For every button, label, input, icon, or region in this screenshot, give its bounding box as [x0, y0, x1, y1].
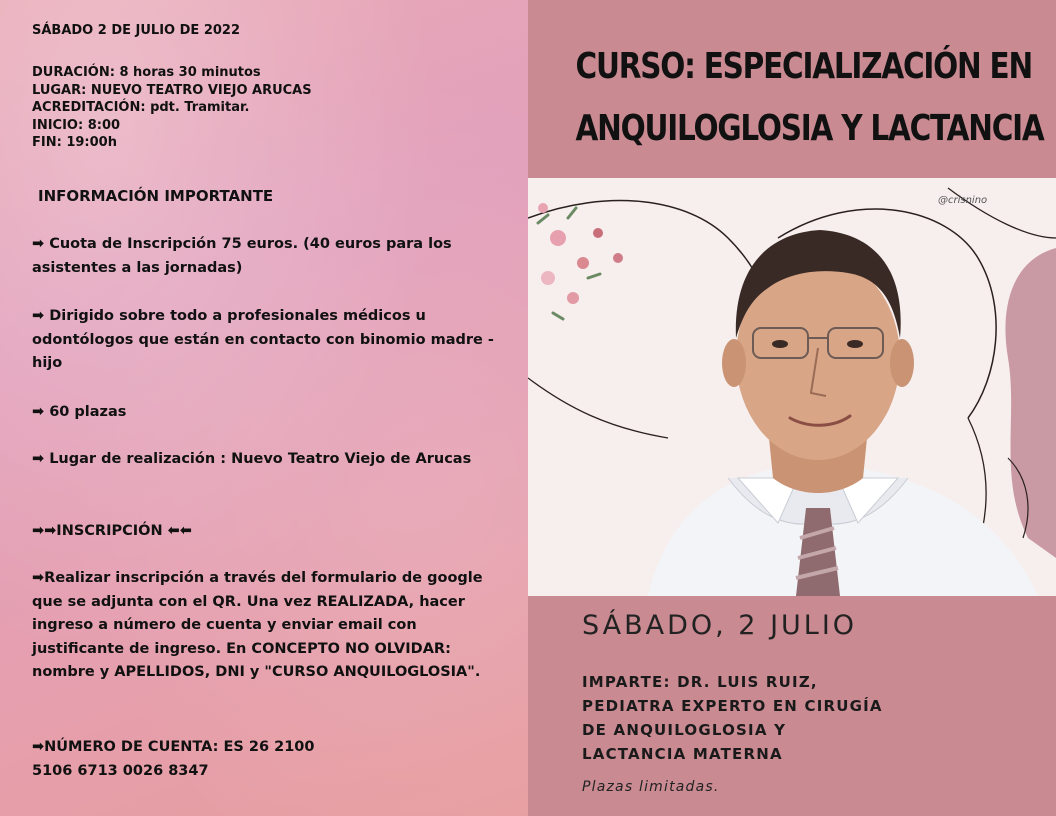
venue-paragraph: ➡ Lugar de realización : Nuevo Teatro Viejo de Arucas — [32, 451, 472, 467]
course-title-line-2: ANQUILOGLOSIA Y LACTANCIA — [575, 108, 1044, 149]
start-time: INICIO: 8:00 — [32, 117, 121, 133]
course-title-line-1: CURSO: ESPECIALIZACIÓN EN — [575, 46, 1032, 87]
seats-paragraph: ➡ 60 plazas — [32, 404, 127, 420]
speaker-illustration — [528, 178, 1056, 596]
accreditation: ACREDITACIÓN: pdt. Tramitar. — [32, 100, 250, 115]
important-info-heading: INFORMACIÓN IMPORTANTE — [38, 187, 274, 205]
account-number-paragraph: ➡NÚMERO DE CUENTA: ES 26 2100 5106 6713 0026 8347 — [32, 739, 315, 779]
registration-paragraph: ➡Realizar inscripción a través del formulario de google que se adjunta con el QR. Una vez REALIZADA, hacer ingreso a número de cuenta y enviar email con justificante de ingreso. En CONCEPTO NO OLVIDAR: nombre y APELLIDOS, DNI y "CURSO ANQUILOGLOSIA". — [32, 570, 483, 680]
course-title-box — [528, 0, 1056, 178]
event-day: SÁBADO, 2 JULIO — [582, 610, 858, 641]
location: LUGAR: NUEVO TEATRO VIEJO ARUCAS — [32, 82, 312, 98]
speaker-line: DE ANQUILOGLOSIA Y — [582, 721, 787, 739]
speaker-photo — [528, 178, 1056, 596]
limited-seats-note: Plazas limitadas. — [582, 779, 720, 795]
event-details — [32, 64, 312, 152]
end-time: FIN: 19:00h — [32, 135, 117, 150]
fee-paragraph: ➡ Cuota de Inscripción 75 euros. (40 euros para los asistentes a las jornadas) — [32, 236, 452, 276]
speaker-info-box — [528, 596, 1056, 816]
duration: DURACIÓN: 8 horas 30 minutos — [32, 65, 261, 80]
audience-paragraph: ➡ Dirigido sobre todo a profesionales médicos u odontólogos que están en contacto con binomio madre - hijo — [32, 308, 494, 371]
photo-watermark: @crisnino — [938, 195, 988, 206]
speaker-line: IMPARTE: DR. LUIS RUIZ, — [582, 673, 818, 691]
speaker-info — [582, 670, 883, 766]
event-date: SÁBADO 2 DE JULIO DE 2022 — [32, 23, 240, 38]
speaker-line: LACTANCIA MATERNA — [582, 745, 783, 763]
speaker-line: PEDIATRA EXPERTO EN CIRUGÍA — [582, 697, 883, 715]
registration-heading: ➡➡INSCRIPCIÓN ⬅⬅ — [32, 523, 192, 539]
